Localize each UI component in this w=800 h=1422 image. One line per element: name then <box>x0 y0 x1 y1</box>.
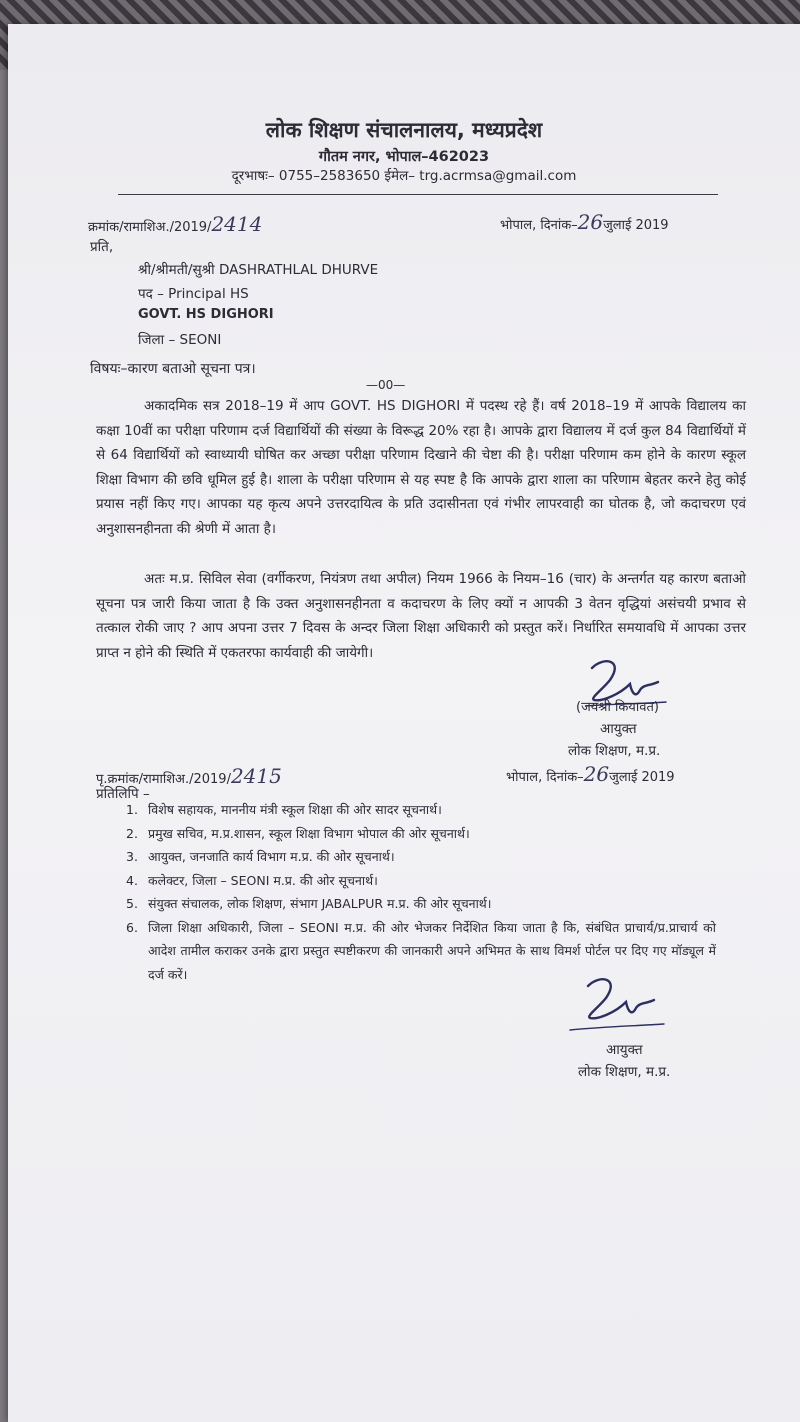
body-paragraph-1: अकादमिक सत्र 2018–19 में आप GOVT. HS DIGHORI में पदस्थ रहे हैं। वर्ष 2018–19 में आपके विद्यालय का कक्षा 10वीं का परीक्षा परिणाम दर्ज विद्यार्थियों की संख्या के विरूद्ध 20% रहा है। आपके द्वारा विद्यालय में दर्ज कुल 84 विद्यार्थियों में से 64 विद्यार्थियों को स्वाध्यायी घोषित कर अच्छा परीक्षा परिणाम दिखाने की चेष्टा की है। परीक्षा परिणाम कम होने के कारण स्कूल शिक्षा विभाग की छवि धूमिल हुई है। शाला के परीक्षा परिणाम से यह स्पष्ट है कि आपके द्वारा शाला का परिणाम बेहतर करने हेतु कोई प्रयास नहीं किए गए। आपका यह कृत्य अपने उत्तरदायित्व के प्रति उदासीनता एवं गंभीर लापरवाही का घोतक है, जो कदाचरण एवं अनुशासनहीनता की श्रेणी में आता है। <box>96 398 746 537</box>
reference-number: क्रमांक/रामाशिअ./2019/2414 <box>88 212 263 236</box>
office-address: गौतम नगर, भोपाल–462023 <box>318 149 490 165</box>
recipient-district: जिला – SEONI <box>138 332 222 348</box>
signature-2-icon <box>568 972 668 1036</box>
signatory-2-office: लोक शिक्षण, म.प्र. <box>578 1064 671 1080</box>
handwritten-endorsement-date: 26 <box>583 762 610 786</box>
header-rule <box>118 194 718 195</box>
copy-list-item: 5. संयुक्त संचालक, लोक शिक्षण, संभाग JABALPUR म.प्र. की ओर सूचनार्थ। <box>126 896 492 911</box>
signatory-designation: आयुक्त <box>600 721 637 737</box>
handwritten-date: 26 <box>577 210 604 234</box>
office-contact: दूरभाषः– 0755–2583650 ईमेल– trg.acrmsa@gmail.com <box>231 168 577 184</box>
signatory-name: (जयश्री कियावत) <box>576 700 659 715</box>
handwritten-number: 2414 <box>211 212 263 236</box>
copy-list-item: 6. जिला शिक्षा अधिकारी, जिला – SEONI म.प्र. की ओर भेजकर निर्देशित किया जाता है कि, संबंधित प्राचार्य/प्र.प्राचार्य को आदेश तामील कराकर उनके द्वारा प्रस्तुत स्पष्टीकरण की जानकारी अपने अभिमत के साथ विमर्श पोर्टल पर दिए गए मॉड्यूल में दर्ज करें। <box>126 919 716 982</box>
signatory-office: लोक शिक्षण, म.प्र. <box>568 743 661 759</box>
copy-list <box>126 798 716 986</box>
recipient-school: GOVT. HS DIGHORI <box>138 307 274 322</box>
endorsement-number: पृ.क्रमांक/रामाशिअ./2019/2415 <box>96 764 282 788</box>
copy-list-item: 4. कलेक्टर, जिला – SEONI म.प्र. की ओर सूचनार्थ। <box>126 872 378 888</box>
prati-label: प्रति, <box>90 239 114 255</box>
office-title: लोक शिक्षण संचालनालय, मध्यप्रदेश <box>265 118 543 142</box>
copy-list-item: 2. प्रमुख सचिव, म.प्र.शासन, स्कूल शिक्षा विभाग भोपाल की ओर सूचनार्थ। <box>126 825 470 841</box>
subject-line: विषयः–कारण बताओ सूचना पत्र। <box>90 361 256 377</box>
recipient-name: श्री/श्रीमती/सुश्री DASHRATHLAL DHURVE <box>138 262 379 278</box>
letter-paper <box>8 24 800 1422</box>
copy-list-item: 3. आयुक्त, जनजाति कार्य विभाग म.प्र. की ओर सूचनार्थ। <box>126 849 395 864</box>
handwritten-endorsement-number: 2415 <box>230 764 282 788</box>
endorsement-date: भोपाल, दिनांक–26जुलाई 2019 <box>506 762 675 786</box>
reference-date: भोपाल, दिनांक–26जुलाई 2019 <box>500 210 669 234</box>
body-paragraph-2: अतः म.प्र. सिविल सेवा (वर्गीकरण, नियंत्रण तथा अपील) नियम 1966 के नियम–16 (चार) के अन्तर्गत यह कारण बताओ सूचना पत्र जारी किया जाता है कि उक्त अनुशासनहीनता व कदाचरण के लिए क्यों न आपकी 3 वेतन वृद्धियां असंचयी प्रभाव से तत्काल रोकी जाए ? आप अपना उत्तर 7 दिवस के अन्दर जिला शिक्षा अधिकारी को प्रस्तुत करें। निर्धारित समयावधि में आपका उत्तर प्राप्त न होने की स्थिति में एकतरफा कार्यवाही की जायेगी। <box>96 571 746 661</box>
copy-list-item: 1. विशेष सहायक, माननीय मंत्री स्कूल शिक्षा की ओर सादर सूचनार्थ। <box>126 802 442 817</box>
copy-label: प्रतिलिपि – <box>96 786 150 802</box>
recipient-post: पद – Principal HS <box>138 286 249 302</box>
separator: —00— <box>366 378 406 392</box>
signatory-2-designation: आयुक्त <box>606 1042 643 1058</box>
